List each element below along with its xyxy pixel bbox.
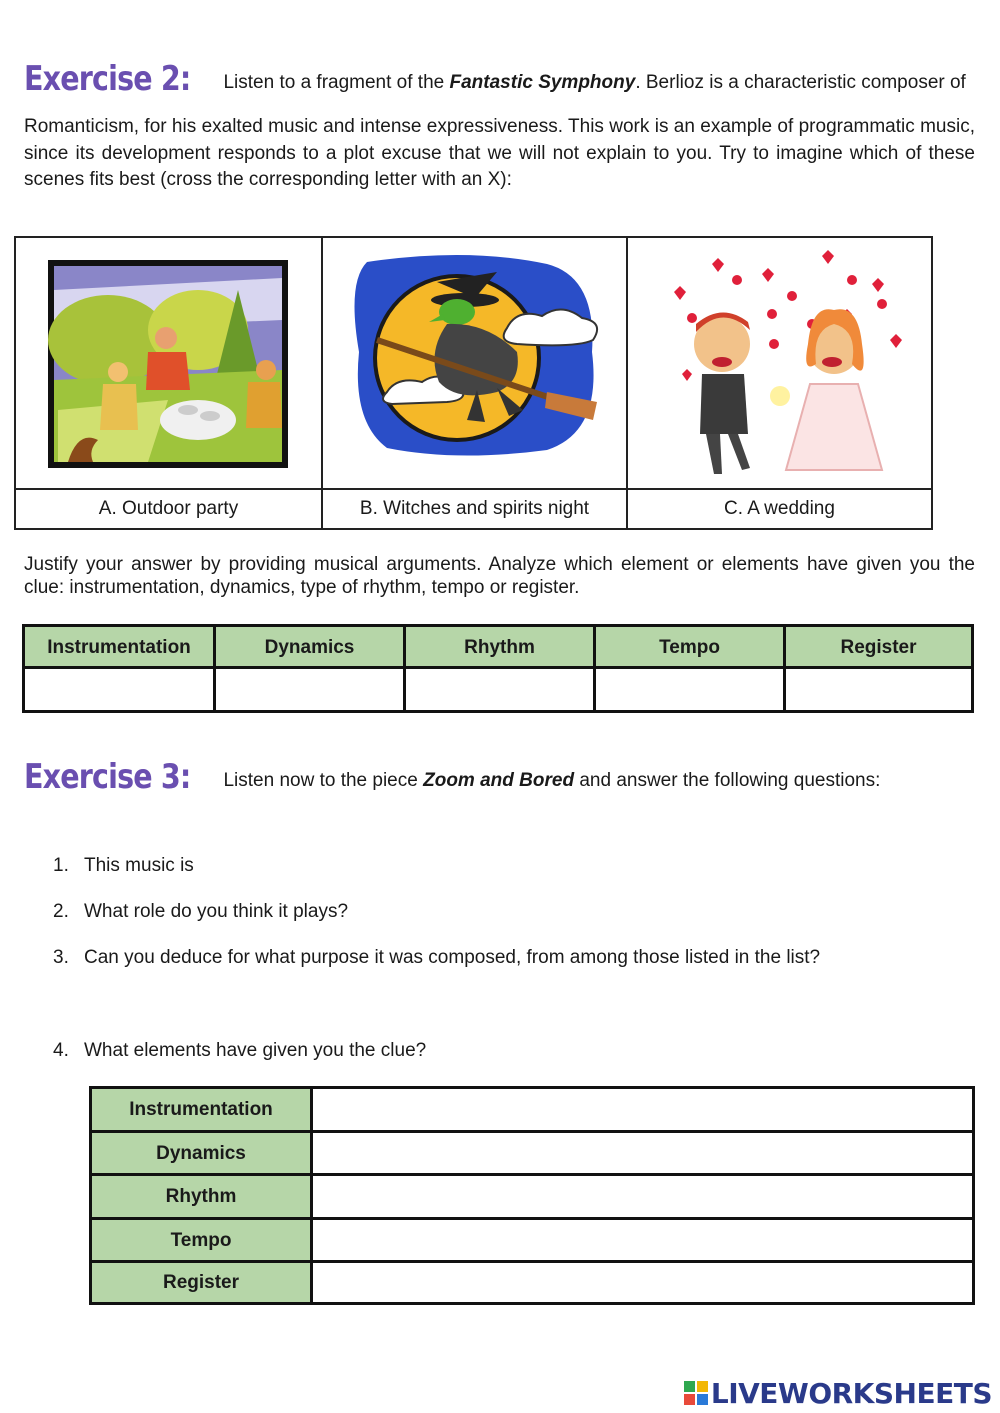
scene-label-a: A. Outdoor party — [98, 498, 239, 519]
scene-label-b: B. Witches and spirits night — [359, 498, 590, 519]
scene-label-c: C. A wedding — [724, 498, 835, 519]
clue-input-dynamics[interactable] — [313, 1133, 972, 1174]
row-label-register: Register — [92, 1263, 313, 1302]
answer-register[interactable] — [786, 669, 971, 710]
clue-row-instrumentation — [92, 1089, 972, 1133]
answer-instrumentation[interactable] — [25, 669, 216, 710]
exercise3-intro-end: and answer the following questions: — [574, 770, 881, 791]
clue-input-rhythm[interactable] — [313, 1176, 972, 1217]
exercise2-intro-line1: . Berlioz is a characteristic composer of — [635, 72, 966, 93]
col-header-dynamics: Dynamics — [216, 627, 406, 669]
piece-title: Zoom and Bored — [423, 770, 575, 791]
scene-option-c[interactable] — [628, 238, 931, 528]
exercise2-intro — [24, 59, 975, 99]
exercise2-intro-rest: Romanticism, for his exalted music and intense expressiveness. This work is an example of programmatic music, since its development responds to a plot excuse that we will not explain to you. Try to imagine which of these scenes fits best (cross the corresponding letter with an X): — [24, 116, 975, 190]
question-number: 1. — [53, 855, 69, 876]
clue-elements-table — [89, 1086, 975, 1305]
exercise3-intro — [24, 757, 975, 797]
witch-illustration — [323, 238, 626, 490]
scene-table — [14, 236, 933, 530]
col-header-rhythm: Rhythm — [406, 627, 596, 669]
logo-text: LIVEWORKSHEETS — [710, 1376, 992, 1410]
question-4 — [53, 1040, 426, 1062]
logo-mark-icon — [683, 1380, 709, 1406]
wedding-illustration — [628, 238, 931, 490]
question-1 — [53, 855, 194, 877]
col-header-tempo: Tempo — [596, 627, 786, 669]
exercise2-intro-start: Listen to a fragment of the — [223, 72, 450, 93]
justify-instructions: Justify your answer by providing musical arguments. Analyze which element or elements have given you the clue: instrumentation, dynamics, type of rhythm, tempo or register. — [24, 554, 975, 598]
clue-row-tempo — [92, 1220, 972, 1264]
clue-input-register[interactable] — [313, 1263, 972, 1302]
clue-input-tempo[interactable] — [313, 1220, 972, 1261]
liveworksheets-logo — [683, 1377, 992, 1409]
answer-rhythm[interactable] — [406, 669, 596, 710]
answer-dynamics[interactable] — [216, 669, 406, 710]
question-number: 3. — [53, 947, 69, 968]
clue-row-rhythm — [92, 1176, 972, 1220]
row-label-dynamics: Dynamics — [92, 1133, 313, 1174]
row-label-instrumentation: Instrumentation — [92, 1089, 313, 1130]
question-number: 2. — [53, 901, 69, 922]
question-2 — [53, 901, 348, 923]
question-text: This music is — [84, 855, 194, 876]
col-header-register: Register — [786, 627, 971, 669]
work-title: Fantastic Symphony — [449, 72, 636, 93]
clue-row-dynamics — [92, 1133, 972, 1177]
clue-input-instrumentation[interactable] — [313, 1089, 972, 1130]
question-number: 4. — [53, 1040, 69, 1061]
row-label-tempo: Tempo — [92, 1220, 313, 1261]
exercise2-title: Exercise 2: — [24, 59, 191, 99]
exercise3-title: Exercise 3: — [24, 757, 191, 797]
question-text: Can you deduce for what purpose it was composed, from among those listed in the list? — [84, 947, 821, 968]
question-text: What elements have given you the clue? — [84, 1040, 427, 1061]
clue-row-register — [92, 1263, 972, 1302]
question-text: What role do you think it plays? — [84, 901, 349, 922]
answer-tempo[interactable] — [596, 669, 786, 710]
scene-option-b[interactable] — [323, 238, 628, 528]
exercise3-intro-start: Listen now to the piece — [223, 770, 424, 791]
picnic-illustration — [16, 238, 321, 490]
elements-table — [22, 624, 974, 713]
col-header-instrumentation: Instrumentation — [25, 627, 216, 669]
row-label-rhythm: Rhythm — [92, 1176, 313, 1217]
question-3 — [53, 947, 820, 969]
scene-option-a[interactable] — [16, 238, 323, 528]
